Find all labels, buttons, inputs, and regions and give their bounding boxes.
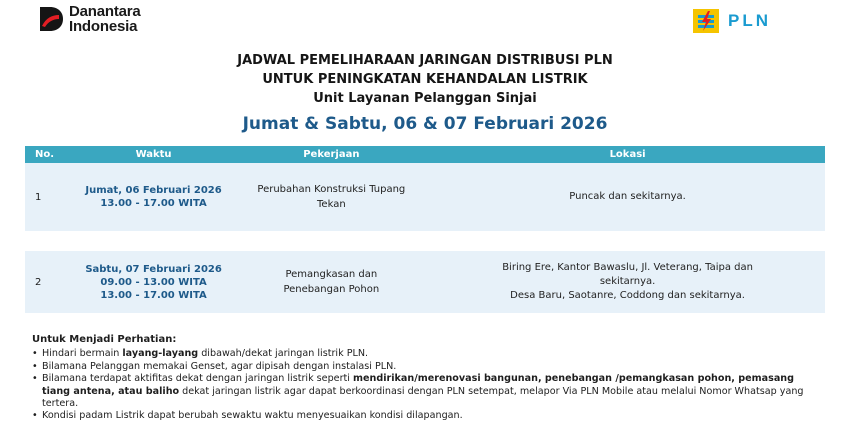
header-no: No. (25, 146, 75, 163)
note-item (32, 410, 822, 422)
row-time (75, 163, 233, 231)
note-text: Bilamana terdapat aktifitas dekat dengan jaringan listrik seperti (42, 373, 354, 385)
title-line-3: Unit Layanan Pelanggan Sinjai (313, 91, 537, 106)
notes-list (32, 348, 822, 422)
row-work (233, 251, 431, 313)
note-text: Bilamana Pelanggan memakai Genset, agar dipisah dengan instalasi PLN. (42, 360, 397, 372)
header-location: Lokasi (430, 146, 825, 163)
table-header-row (25, 146, 825, 163)
row-no: 1 (25, 163, 75, 231)
table-row (25, 163, 825, 231)
row-date: Jumat, 06 Februari 2026 (85, 185, 222, 196)
note-item (32, 348, 822, 360)
header-work: Pekerjaan (233, 146, 431, 163)
danantara-logo-line2: Indonesia (69, 18, 138, 35)
row-hours: 09.00 - 13.00 WITA (100, 276, 207, 288)
note-text: dekat jaringan listrik agar dapat berkoordinasi dengan PLN setempat, melapor Via PLN Mobile atau melalui Nomor Whatsap yang tertera. (42, 385, 804, 410)
notes-heading: Untuk Menjadi Perhatian: (32, 334, 177, 345)
pln-logo (692, 8, 771, 34)
row-hours: 13.00 - 17.00 WITA (100, 289, 207, 301)
schedule-table (25, 146, 825, 313)
row-work-line: Tekan (317, 199, 346, 210)
note-emphasis: mendirikan/merenovasi bangunan, penebangan /pemangkasan pohon, pemasang tiang antena, atau baliho (42, 373, 794, 397)
row-work-line: Perubahan Konstruksi Tupang (257, 184, 406, 195)
row-work (233, 163, 431, 231)
row-work-line: Penebangan Pohon (283, 284, 380, 295)
row-no: 2 (25, 251, 75, 313)
title-line-1: JADWAL PEMELIHARAAN JARINGAN DISTRIBUSI PLN (237, 53, 613, 68)
note-item (32, 373, 822, 410)
row-location (430, 163, 825, 231)
row-location-line: Biring Ere, Kantor Bawaslu, Jl. Veterang, Taipa dan (502, 262, 753, 273)
row-location-line: Puncak dan sekitarnya. (569, 191, 686, 202)
table-row (25, 251, 825, 313)
danantara-logo (38, 4, 141, 34)
pln-logo-text: PLN (728, 11, 771, 30)
table-spacer (25, 231, 825, 251)
row-location (430, 251, 825, 313)
note-emphasis: layang-layang (122, 348, 199, 360)
title-block (0, 51, 850, 134)
notes-section (32, 334, 822, 423)
title-line-2: UNTUK PENINGKATAN KEHANDALAN LISTRIK (262, 72, 588, 87)
row-location-line: Desa Baru, Saotanre, Coddong dan sekitarnya. (510, 290, 745, 301)
row-work-line: Pemangkasan dan (285, 269, 378, 280)
note-text: Kondisi padam Listrik dapat berubah sewaktu waktu menyesuaikan kondisi dilapangan. (42, 410, 463, 422)
row-date: Sabtu, 07 Februari 2026 (85, 263, 222, 275)
danantara-emblem-icon (38, 5, 64, 33)
danantara-logo-line1: Danantara (69, 3, 141, 20)
pln-emblem-icon (692, 8, 720, 34)
header-time: Waktu (75, 146, 233, 163)
schedule-date: Jumat & Sabtu, 06 & 07 Februari 2026 (242, 114, 608, 134)
row-location-line: sekitarnya. (599, 276, 656, 287)
row-time (75, 251, 233, 313)
row-hours: 13.00 - 17.00 WITA (100, 198, 207, 209)
note-item (32, 361, 822, 373)
note-text: Hindari bermain (42, 348, 123, 360)
note-text: dibawah/dekat jaringan listrik PLN. (198, 348, 369, 360)
